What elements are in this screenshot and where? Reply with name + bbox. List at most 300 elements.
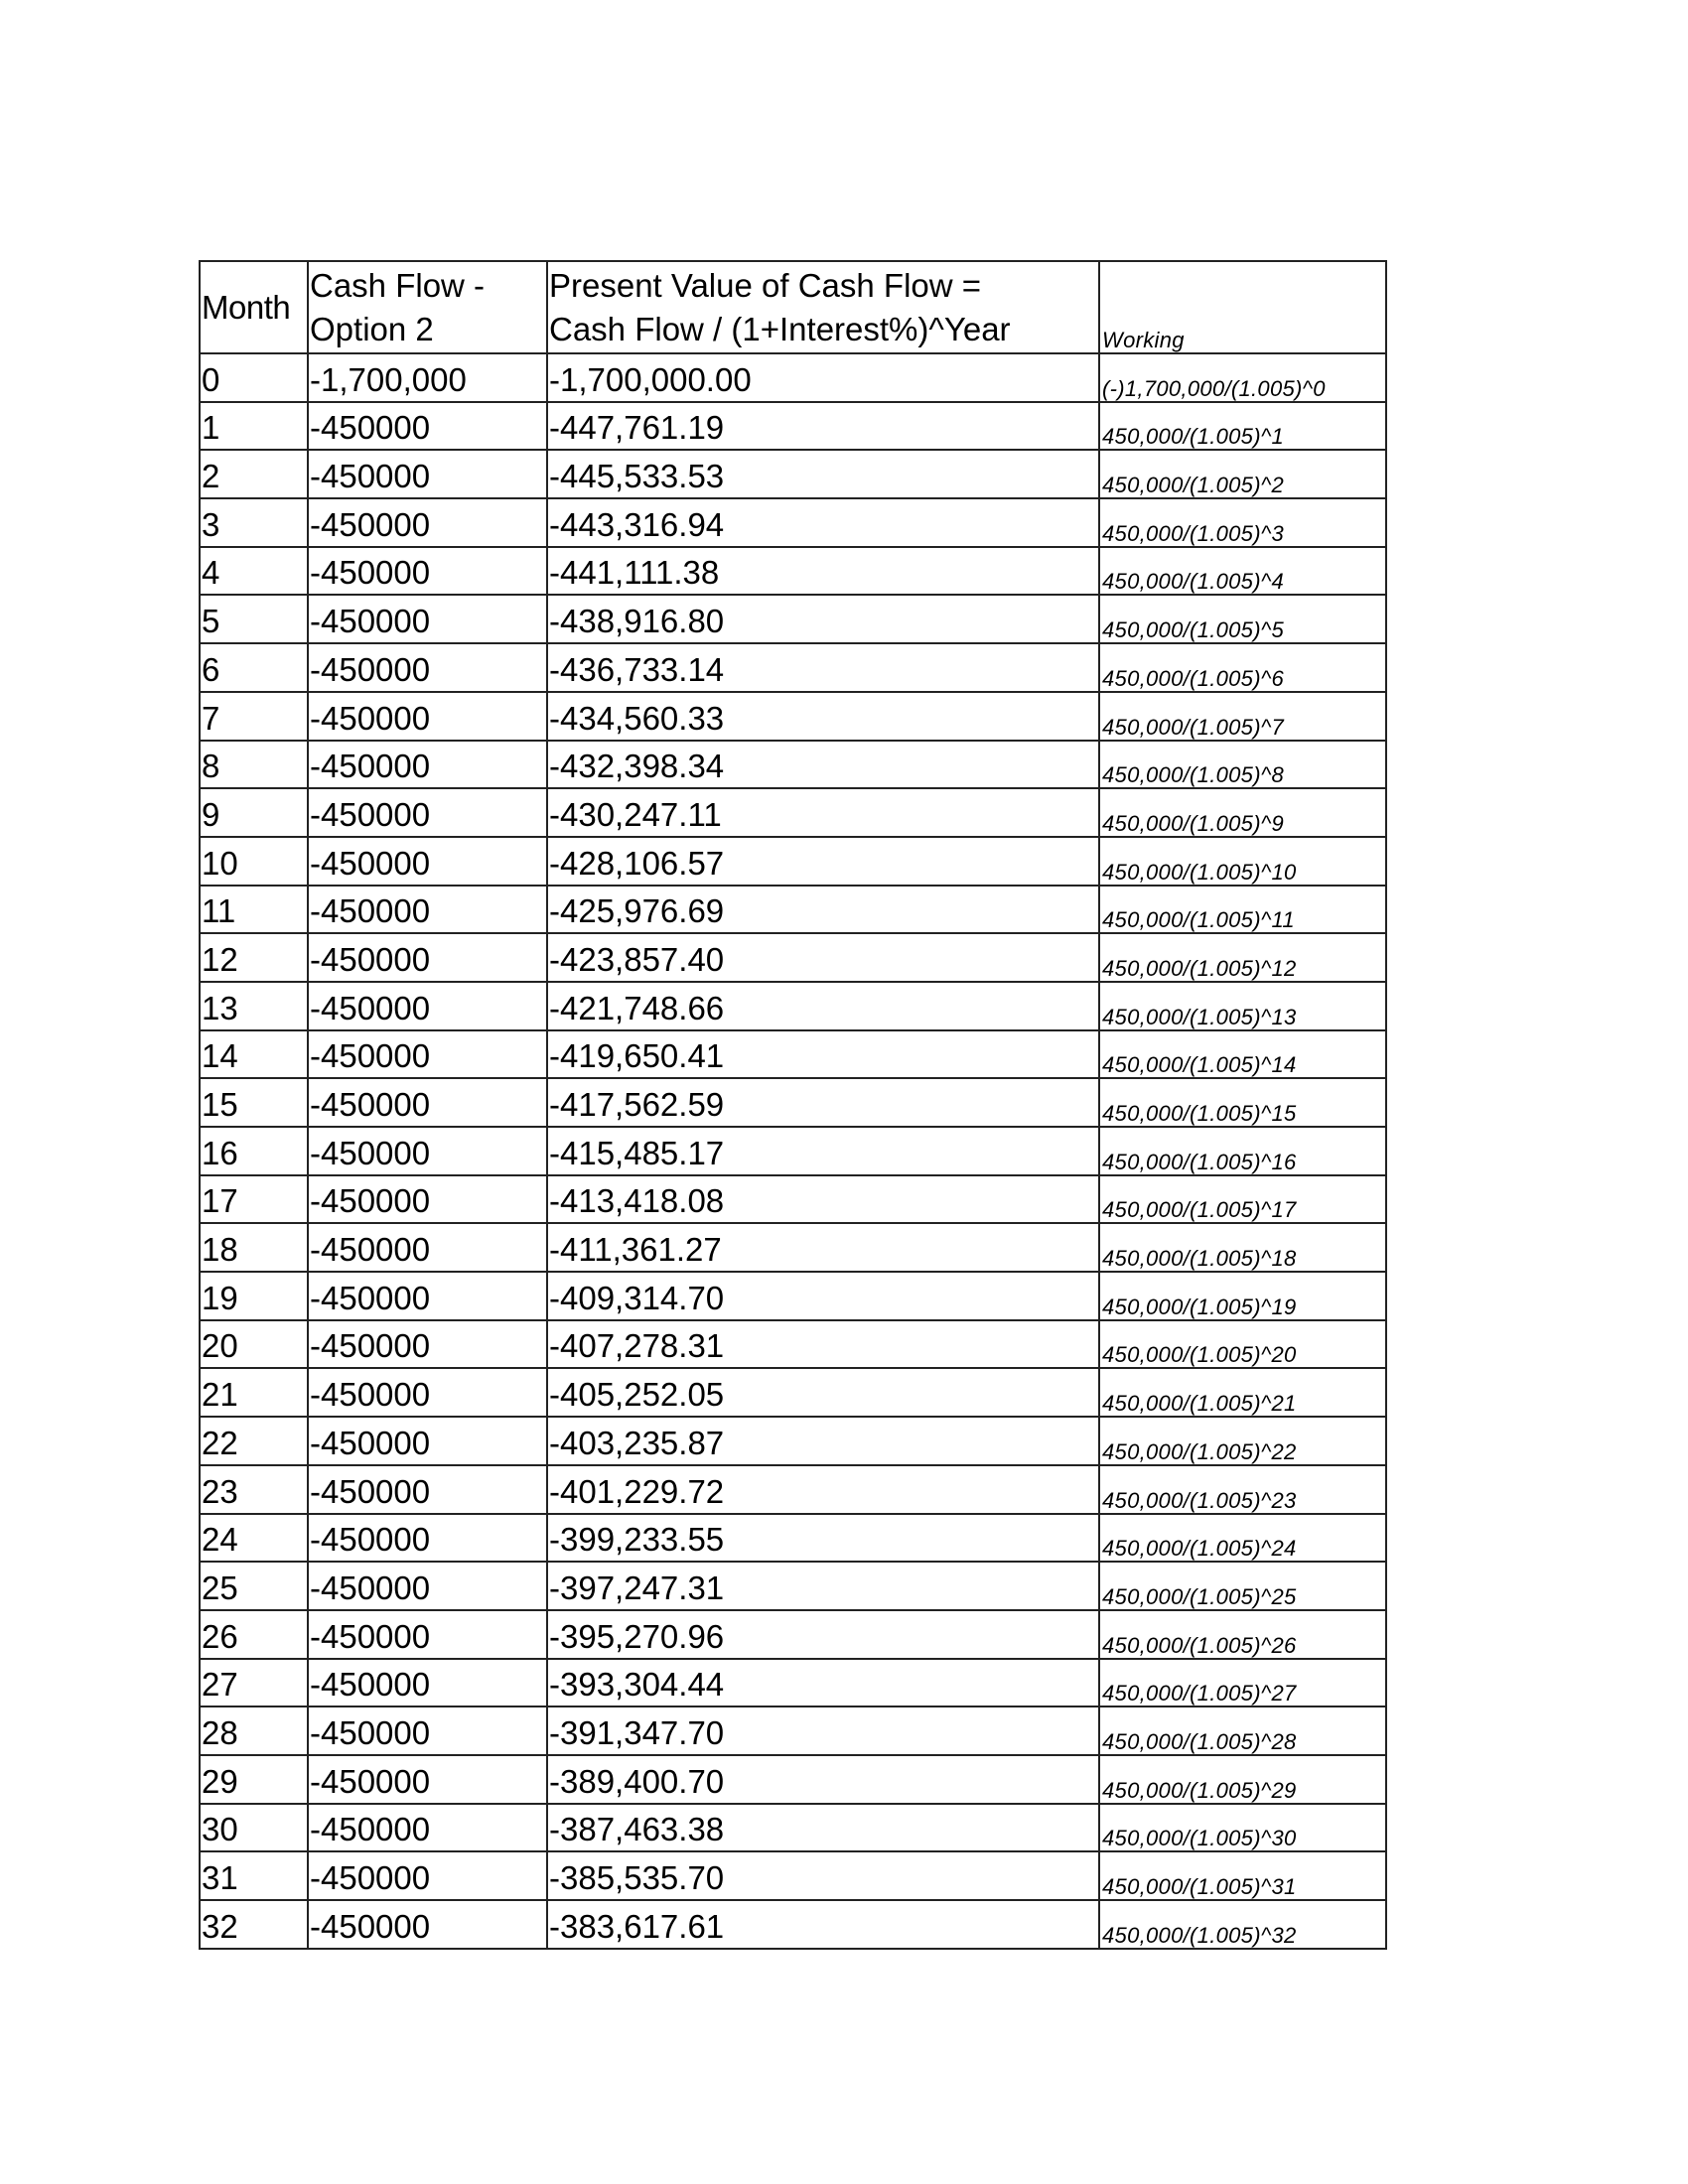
present-value-cell-text: -395,270.96 <box>549 1617 725 1655</box>
table-row <box>200 353 1386 402</box>
table-row <box>200 1562 1386 1610</box>
present-value-cell-text: -443,316.94 <box>549 505 725 543</box>
working-cell-text: 450,000/(1.005)^14 <box>1102 1052 1297 1078</box>
table-row <box>200 982 1386 1030</box>
cash-flow-cell <box>308 1755 547 1804</box>
working-cell-text: 450,000/(1.005)^24 <box>1102 1536 1297 1562</box>
cash-flow-cell <box>308 1223 547 1272</box>
month-cell-text: 17 <box>202 1182 238 1220</box>
cash-flow-cell <box>308 1078 547 1127</box>
cash-flow-cell <box>308 1610 547 1659</box>
cash-flow-cell-text: -450000 <box>310 1472 431 1510</box>
present-value-cell-text: -432,398.34 <box>549 748 725 785</box>
cash-flow-cell-text: -450000 <box>310 1182 431 1220</box>
cash-flow-cell-text: -450000 <box>310 1231 431 1269</box>
present-value-cell-text: -387,463.38 <box>549 1811 725 1848</box>
header-present-value <box>547 261 1099 353</box>
present-value-cell-text: -385,535.70 <box>549 1859 725 1896</box>
month-cell <box>200 1417 308 1465</box>
working-cell <box>1099 1562 1386 1610</box>
working-cell-text: 450,000/(1.005)^13 <box>1102 1004 1297 1029</box>
cash-flow-cell-text: -450000 <box>310 603 431 640</box>
month-cell-text: 25 <box>202 1569 238 1606</box>
working-cell-text: 450,000/(1.005)^30 <box>1102 1826 1297 1851</box>
month-cell-text: 13 <box>202 989 238 1026</box>
month-cell <box>200 1368 308 1417</box>
month-cell-text: 4 <box>202 554 220 592</box>
present-value-cell-text: -441,111.38 <box>549 554 720 592</box>
working-cell <box>1099 1127 1386 1175</box>
working-cell <box>1099 1706 1386 1755</box>
cash-flow-cell-text: -450000 <box>310 1134 431 1171</box>
table-row <box>200 1610 1386 1659</box>
present-value-cell-text: -383,617.61 <box>549 1907 725 1945</box>
cash-flow-cell-text: -450000 <box>310 1811 431 1848</box>
working-cell-text: 450,000/(1.005)^16 <box>1102 1149 1297 1174</box>
working-cell <box>1099 1417 1386 1465</box>
table-row <box>200 1851 1386 1900</box>
month-cell-text: 15 <box>202 1086 238 1123</box>
present-value-cell <box>547 1417 1099 1465</box>
working-cell <box>1099 982 1386 1030</box>
cash-flow-cell-text: -450000 <box>310 1713 431 1751</box>
table-row <box>200 402 1386 451</box>
cash-flow-cell-text: -450000 <box>310 892 431 930</box>
present-value-cell-text: -401,229.72 <box>549 1472 725 1510</box>
month-cell-text: 9 <box>202 795 220 833</box>
cash-flow-cell-text: -450000 <box>310 505 431 543</box>
working-cell <box>1099 1320 1386 1369</box>
cash-flow-cell-text: -450000 <box>310 699 431 737</box>
month-cell-text: 2 <box>202 458 220 495</box>
present-value-cell <box>547 547 1099 596</box>
month-cell <box>200 1078 308 1127</box>
working-cell-text: 450,000/(1.005)^11 <box>1102 907 1295 933</box>
header-present-value-line2: Cash Flow / (1+Interest%)^Year <box>549 311 1011 347</box>
month-cell-text: 22 <box>202 1424 238 1461</box>
cash-flow-cell-text: -450000 <box>310 409 431 447</box>
month-cell-text: 23 <box>202 1472 238 1510</box>
present-value-cell <box>547 1514 1099 1563</box>
cash-flow-cell <box>308 1706 547 1755</box>
month-cell <box>200 643 308 692</box>
working-cell-text: 450,000/(1.005)^8 <box>1102 762 1285 788</box>
cash-flow-cell-text: -450000 <box>310 1327 431 1365</box>
cash-flow-cell <box>308 982 547 1030</box>
cash-flow-cell <box>308 1127 547 1175</box>
cash-flow-cell-text: -450000 <box>310 844 431 882</box>
present-value-cell <box>547 741 1099 789</box>
cash-flow-cell <box>308 1514 547 1563</box>
working-cell <box>1099 837 1386 886</box>
present-value-cell-text: -423,857.40 <box>549 940 725 978</box>
table-row <box>200 692 1386 741</box>
present-value-cell-text: -421,748.66 <box>549 989 725 1026</box>
working-cell <box>1099 1610 1386 1659</box>
table-row <box>200 1465 1386 1514</box>
present-value-cell-text: -391,347.70 <box>549 1713 725 1751</box>
present-value-cell <box>547 1706 1099 1755</box>
working-cell-text: 450,000/(1.005)^10 <box>1102 859 1297 885</box>
month-cell-text: 0 <box>202 360 220 398</box>
working-cell-text: 450,000/(1.005)^29 <box>1102 1777 1297 1803</box>
cash-flow-cell <box>308 353 547 402</box>
present-value-cell-text: -430,247.11 <box>549 795 722 833</box>
present-value-cell-text: -389,400.70 <box>549 1762 725 1800</box>
present-value-cell-text: -419,650.41 <box>549 1037 725 1075</box>
cash-flow-cell <box>308 643 547 692</box>
cash-flow-cell <box>308 1175 547 1224</box>
cash-flow-cell-text: -450000 <box>310 795 431 833</box>
working-cell-text: 450,000/(1.005)^18 <box>1102 1246 1297 1272</box>
table-row <box>200 1223 1386 1272</box>
working-cell-text: 450,000/(1.005)^28 <box>1102 1728 1297 1754</box>
working-cell <box>1099 498 1386 547</box>
present-value-cell-text: -409,314.70 <box>549 1279 725 1316</box>
present-value-cell <box>547 643 1099 692</box>
cash-flow-cell <box>308 1659 547 1707</box>
working-cell-text: 450,000/(1.005)^6 <box>1102 665 1285 691</box>
table-row <box>200 741 1386 789</box>
month-cell-text: 11 <box>202 892 236 930</box>
working-cell <box>1099 1368 1386 1417</box>
table-header <box>200 261 1386 353</box>
present-value-cell-text: -411,361.27 <box>549 1231 722 1269</box>
cash-flow-cell <box>308 1465 547 1514</box>
header-month-label: Month <box>202 289 291 326</box>
cash-flow-cell-text: -450000 <box>310 1762 431 1800</box>
cash-flow-cell-text: -450000 <box>310 1617 431 1655</box>
month-cell <box>200 1562 308 1610</box>
present-value-cell <box>547 1127 1099 1175</box>
cash-flow-cell-text: -450000 <box>310 989 431 1026</box>
header-month <box>200 261 308 353</box>
present-value-cell-text: -403,235.87 <box>549 1424 725 1461</box>
header-row <box>200 261 1386 353</box>
month-cell-text: 26 <box>202 1617 238 1655</box>
present-value-cell <box>547 886 1099 934</box>
present-value-cell <box>547 1272 1099 1320</box>
table-row <box>200 498 1386 547</box>
present-value-cell <box>547 1223 1099 1272</box>
present-value-cell <box>547 402 1099 451</box>
month-cell <box>200 1900 308 1949</box>
cash-flow-cell <box>308 886 547 934</box>
cash-flow-cell-text: -450000 <box>310 940 431 978</box>
cash-flow-cell-text: -450000 <box>310 1907 431 1945</box>
working-cell-text: 450,000/(1.005)^32 <box>1102 1922 1297 1948</box>
working-cell <box>1099 692 1386 741</box>
present-value-cell-text: -445,533.53 <box>549 458 725 495</box>
working-cell <box>1099 450 1386 498</box>
table-row <box>200 1706 1386 1755</box>
table-body <box>200 353 1386 1949</box>
month-cell-text: 27 <box>202 1666 238 1704</box>
present-value-cell <box>547 595 1099 643</box>
working-cell <box>1099 1804 1386 1852</box>
present-value-cell <box>547 1030 1099 1079</box>
present-value-cell <box>547 1320 1099 1369</box>
month-cell <box>200 1272 308 1320</box>
month-cell-text: 14 <box>202 1037 238 1075</box>
cash-flow-cell <box>308 595 547 643</box>
present-value-cell-text: -393,304.44 <box>549 1666 725 1704</box>
month-cell <box>200 886 308 934</box>
month-cell <box>200 547 308 596</box>
month-cell <box>200 1223 308 1272</box>
cash-flow-cell-text: -450000 <box>310 1569 431 1606</box>
month-cell <box>200 837 308 886</box>
table-row <box>200 837 1386 886</box>
month-cell <box>200 402 308 451</box>
present-value-cell-text: -438,916.80 <box>549 603 725 640</box>
table-row <box>200 1127 1386 1175</box>
table-row <box>200 595 1386 643</box>
table-row <box>200 788 1386 837</box>
month-cell <box>200 353 308 402</box>
working-cell <box>1099 1175 1386 1224</box>
month-cell-text: 24 <box>202 1521 238 1559</box>
month-cell-text: 21 <box>202 1376 238 1414</box>
present-value-cell-text: -434,560.33 <box>549 699 725 737</box>
working-cell <box>1099 1659 1386 1707</box>
month-cell-text: 30 <box>202 1811 238 1848</box>
working-cell <box>1099 933 1386 982</box>
cash-flow-cell-text: -450000 <box>310 650 431 688</box>
working-cell <box>1099 595 1386 643</box>
working-cell <box>1099 741 1386 789</box>
working-cell-text: 450,000/(1.005)^22 <box>1102 1438 1297 1464</box>
working-cell <box>1099 547 1386 596</box>
working-cell-text: 450,000/(1.005)^17 <box>1102 1197 1297 1223</box>
working-cell-text: 450,000/(1.005)^21 <box>1102 1391 1297 1417</box>
cash-flow-cell-text: -450000 <box>310 1086 431 1123</box>
working-cell <box>1099 1755 1386 1804</box>
month-cell <box>200 741 308 789</box>
present-value-cell-text: -428,106.57 <box>549 844 725 882</box>
month-cell <box>200 982 308 1030</box>
month-cell-text: 29 <box>202 1762 238 1800</box>
month-cell-text: 16 <box>202 1134 238 1171</box>
working-cell-text: 450,000/(1.005)^5 <box>1102 617 1285 643</box>
cash-flow-cell-text: -450000 <box>310 1666 431 1704</box>
working-cell <box>1099 353 1386 402</box>
table-row <box>200 450 1386 498</box>
header-present-value-line1: Present Value of Cash Flow = <box>549 267 982 304</box>
present-value-cell <box>547 692 1099 741</box>
working-cell <box>1099 1272 1386 1320</box>
present-value-cell <box>547 1755 1099 1804</box>
month-cell <box>200 1465 308 1514</box>
working-cell-text: 450,000/(1.005)^15 <box>1102 1101 1297 1126</box>
present-value-cell-text: -425,976.69 <box>549 892 725 930</box>
working-cell <box>1099 402 1386 451</box>
cash-flow-cell <box>308 1900 547 1949</box>
month-cell-text: 19 <box>202 1279 238 1316</box>
cash-flow-cell <box>308 741 547 789</box>
present-value-cell-text: -436,733.14 <box>549 650 725 688</box>
table-row <box>200 1514 1386 1563</box>
month-cell-text: 31 <box>202 1859 238 1896</box>
working-cell-text: 450,000/(1.005)^20 <box>1102 1342 1297 1368</box>
cash-flow-cell <box>308 1272 547 1320</box>
working-cell <box>1099 1465 1386 1514</box>
month-cell <box>200 1755 308 1804</box>
month-cell-text: 6 <box>202 650 220 688</box>
present-value-cell <box>547 1610 1099 1659</box>
working-cell <box>1099 788 1386 837</box>
cash-flow-cell-text: -450000 <box>310 1376 431 1414</box>
present-value-cell-text: -413,418.08 <box>549 1182 725 1220</box>
month-cell <box>200 1175 308 1224</box>
table-row <box>200 1030 1386 1079</box>
month-cell-text: 5 <box>202 603 220 640</box>
working-cell <box>1099 643 1386 692</box>
month-cell <box>200 1659 308 1707</box>
cash-flow-cell <box>308 1417 547 1465</box>
cash-flow-cell <box>308 1368 547 1417</box>
working-cell-text: (-)1,700,000/(1.005)^0 <box>1102 375 1326 401</box>
month-cell-text: 1 <box>202 409 220 447</box>
month-cell-text: 32 <box>202 1907 238 1945</box>
month-cell <box>200 1514 308 1563</box>
working-cell-text: 450,000/(1.005)^3 <box>1102 520 1285 546</box>
working-cell-text: 450,000/(1.005)^12 <box>1102 955 1297 981</box>
month-cell <box>200 1804 308 1852</box>
present-value-cell-text: -399,233.55 <box>549 1521 725 1559</box>
present-value-cell <box>547 1368 1099 1417</box>
month-cell <box>200 1030 308 1079</box>
month-cell <box>200 450 308 498</box>
working-cell-text: 450,000/(1.005)^1 <box>1102 424 1285 450</box>
present-value-cell <box>547 498 1099 547</box>
cash-flow-present-value-table <box>199 260 1387 1950</box>
header-working-label: Working <box>1102 328 1185 352</box>
cash-flow-cell-text: -450000 <box>310 1859 431 1896</box>
table-row <box>200 1659 1386 1707</box>
month-cell <box>200 498 308 547</box>
table-row <box>200 1175 1386 1224</box>
working-cell <box>1099 886 1386 934</box>
header-working <box>1099 261 1386 353</box>
present-value-cell <box>547 1562 1099 1610</box>
month-cell-text: 10 <box>202 844 238 882</box>
working-cell <box>1099 1223 1386 1272</box>
cash-flow-cell-text: -450000 <box>310 1521 431 1559</box>
present-value-cell <box>547 982 1099 1030</box>
cash-flow-cell <box>308 1562 547 1610</box>
table-row <box>200 1804 1386 1852</box>
table-row <box>200 1900 1386 1949</box>
month-cell-text: 18 <box>202 1231 238 1269</box>
month-cell <box>200 1127 308 1175</box>
working-cell-text: 450,000/(1.005)^25 <box>1102 1583 1297 1609</box>
month-cell-text: 20 <box>202 1327 238 1365</box>
present-value-cell <box>547 1851 1099 1900</box>
present-value-cell <box>547 837 1099 886</box>
present-value-cell <box>547 1804 1099 1852</box>
cash-flow-cell <box>308 450 547 498</box>
cash-flow-cell-text: -450000 <box>310 1424 431 1461</box>
working-cell <box>1099 1900 1386 1949</box>
cash-flow-cell-text: -1,700,000 <box>310 360 467 398</box>
cash-flow-cell <box>308 402 547 451</box>
cash-flow-cell <box>308 1030 547 1079</box>
cash-flow-cell <box>308 547 547 596</box>
table-row <box>200 547 1386 596</box>
cash-flow-cell-text: -450000 <box>310 554 431 592</box>
working-cell <box>1099 1851 1386 1900</box>
working-cell-text: 450,000/(1.005)^4 <box>1102 569 1285 595</box>
cash-flow-cell <box>308 788 547 837</box>
month-cell-text: 28 <box>202 1713 238 1751</box>
month-cell <box>200 933 308 982</box>
cash-flow-cell <box>308 498 547 547</box>
present-value-cell <box>547 1900 1099 1949</box>
present-value-cell-text: -415,485.17 <box>549 1134 725 1171</box>
table-row <box>200 1368 1386 1417</box>
working-cell-text: 450,000/(1.005)^26 <box>1102 1632 1297 1658</box>
working-cell-text: 450,000/(1.005)^31 <box>1102 1874 1297 1899</box>
present-value-cell <box>547 1659 1099 1707</box>
month-cell <box>200 692 308 741</box>
cash-flow-cell <box>308 1320 547 1369</box>
table-row <box>200 1755 1386 1804</box>
table-row <box>200 1417 1386 1465</box>
working-cell <box>1099 1078 1386 1127</box>
working-cell <box>1099 1514 1386 1563</box>
cash-flow-cell <box>308 1804 547 1852</box>
month-cell <box>200 1706 308 1755</box>
month-cell <box>200 595 308 643</box>
cash-flow-cell <box>308 837 547 886</box>
present-value-cell <box>547 1078 1099 1127</box>
present-value-cell-text: -405,252.05 <box>549 1376 725 1414</box>
cash-flow-cell <box>308 1851 547 1900</box>
table-row <box>200 1272 1386 1320</box>
month-cell <box>200 1851 308 1900</box>
present-value-cell-text: -417,562.59 <box>549 1086 725 1123</box>
present-value-cell-text: -447,761.19 <box>549 409 725 447</box>
cash-flow-cell-text: -450000 <box>310 748 431 785</box>
month-cell <box>200 1320 308 1369</box>
month-cell-text: 8 <box>202 748 220 785</box>
table-row <box>200 933 1386 982</box>
header-cash-flow <box>308 261 547 353</box>
working-cell-text: 450,000/(1.005)^7 <box>1102 714 1285 740</box>
present-value-cell <box>547 788 1099 837</box>
cash-flow-cell <box>308 692 547 741</box>
cash-flow-cell <box>308 933 547 982</box>
month-cell <box>200 1610 308 1659</box>
present-value-cell <box>547 353 1099 402</box>
working-cell-text: 450,000/(1.005)^27 <box>1102 1681 1297 1706</box>
cash-flow-cell-text: -450000 <box>310 458 431 495</box>
present-value-cell-text: -407,278.31 <box>549 1327 725 1365</box>
month-cell <box>200 788 308 837</box>
header-cash-flow-line1: Cash Flow - <box>310 267 486 304</box>
present-value-cell-text: -1,700,000.00 <box>549 360 752 398</box>
present-value-cell <box>547 933 1099 982</box>
cash-flow-cell-text: -450000 <box>310 1037 431 1075</box>
month-cell-text: 3 <box>202 505 220 543</box>
present-value-cell-text: -397,247.31 <box>549 1569 725 1606</box>
header-cash-flow-line2: Option 2 <box>310 311 434 347</box>
present-value-cell <box>547 1175 1099 1224</box>
working-cell-text: 450,000/(1.005)^2 <box>1102 473 1285 498</box>
table-row <box>200 1078 1386 1127</box>
working-cell-text: 450,000/(1.005)^23 <box>1102 1487 1297 1513</box>
